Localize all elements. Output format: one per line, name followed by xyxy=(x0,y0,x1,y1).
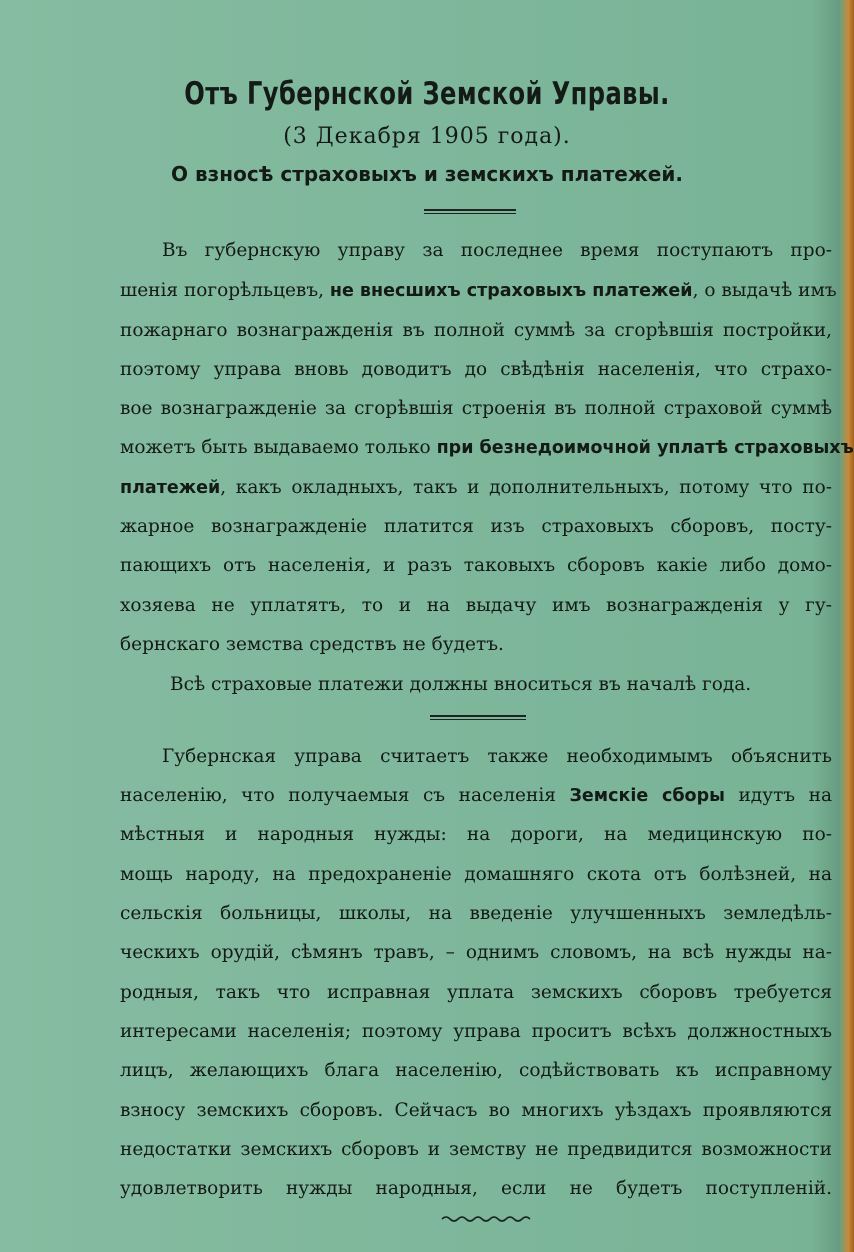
text-line: хозяева не уплатятъ, то и на выдачу имъ вознагражденія у гу- xyxy=(120,595,832,616)
wavy-ornament xyxy=(440,1214,536,1224)
text-line: жарное вознагражденіе платится изъ страховыхъ сборовъ, посту- xyxy=(120,516,832,537)
text-line: платежей, какъ окладныхъ, такъ и дополнительныхъ, потому что по- xyxy=(120,477,832,498)
text-line: взносу земскихъ сборовъ. Сейчасъ во многихъ уѣздахъ проявляются xyxy=(120,1100,832,1121)
page-edge xyxy=(840,0,854,1252)
emphasis-text: при безнедоимочной уплатѣ страховыхъ xyxy=(436,438,854,458)
text-line: пожарнаго вознагражденія въ полной суммѣ за сгорѣвшія постройки, xyxy=(120,320,832,341)
emphasis-text: платежей xyxy=(120,478,221,498)
text-line: можетъ быть выдаваемо только при безнедоимочной уплатѣ страховыхъ xyxy=(120,437,854,458)
emphasis-text: Земскіе сборы xyxy=(569,786,725,806)
text-line: Губернская управа считаетъ также необходимымъ объяснить xyxy=(162,746,832,767)
text-line: интересами населенія; поэтому управа проситъ всѣхъ должностныхъ xyxy=(120,1021,832,1042)
emphasis-text: не внесшихъ страховыхъ платежей xyxy=(329,281,693,301)
text-line: вое вознагражденіе за сгорѣвшія строенія въ полной страховой суммѣ xyxy=(120,398,832,419)
document-subtitle: О взносѣ страховыхъ и земскихъ платежей. xyxy=(171,162,683,186)
text-line: населенію, что получаемыя съ населенія Земскіе сборы идутъ на xyxy=(120,785,832,806)
text-line: бернскаго земства средствъ не будетъ. xyxy=(120,634,504,655)
text-line: Въ губернскую управу за последнее время поступаютъ про- xyxy=(162,240,832,261)
text-line: сельскія больницы, школы, на введеніе улучшенныхъ земледѣль- xyxy=(120,903,832,924)
text-line: родныя, такъ что исправная уплата земскихъ сборовъ требуется xyxy=(120,982,832,1003)
text-line: лицъ, желающихъ блага населенію, содѣйствовать къ исправному xyxy=(120,1060,832,1081)
text-line: мѣстныя и народныя нужды: на дороги, на медицинскую по- xyxy=(120,824,832,845)
divider-rule xyxy=(430,715,526,717)
text-line: мощь народу, на предохраненіе домашняго скота отъ болѣзней, на xyxy=(120,864,832,885)
text-line: поэтому управа вновь доводитъ до свѣдѣнія населенія, что страхо- xyxy=(120,359,832,380)
text-line: Всѣ страховые платежи должны вноситься въ началѣ года. xyxy=(170,674,752,695)
text-line: удовлетворить нужды народныя, если не будетъ поступленій. xyxy=(120,1178,832,1199)
text-line: ческихъ орудій, сѣмянъ травъ, – однимъ словомъ, на всѣ нужды на- xyxy=(120,942,832,963)
document-title: Отъ Губернской Земской Управы. xyxy=(184,76,670,112)
document-date: (3 Декабря 1905 года). xyxy=(283,124,571,149)
divider-rule xyxy=(424,209,516,211)
text-line: шенія погорѣльцевъ, не внесшихъ страховыхъ платежей, о выдачѣ имъ xyxy=(120,280,837,301)
text-line: пающихъ отъ населенія, и разъ таковыхъ сборовъ какіе либо домо- xyxy=(120,555,832,576)
text-line: недостатки земскихъ сборовъ и земству не предвидится возможности xyxy=(120,1139,832,1160)
